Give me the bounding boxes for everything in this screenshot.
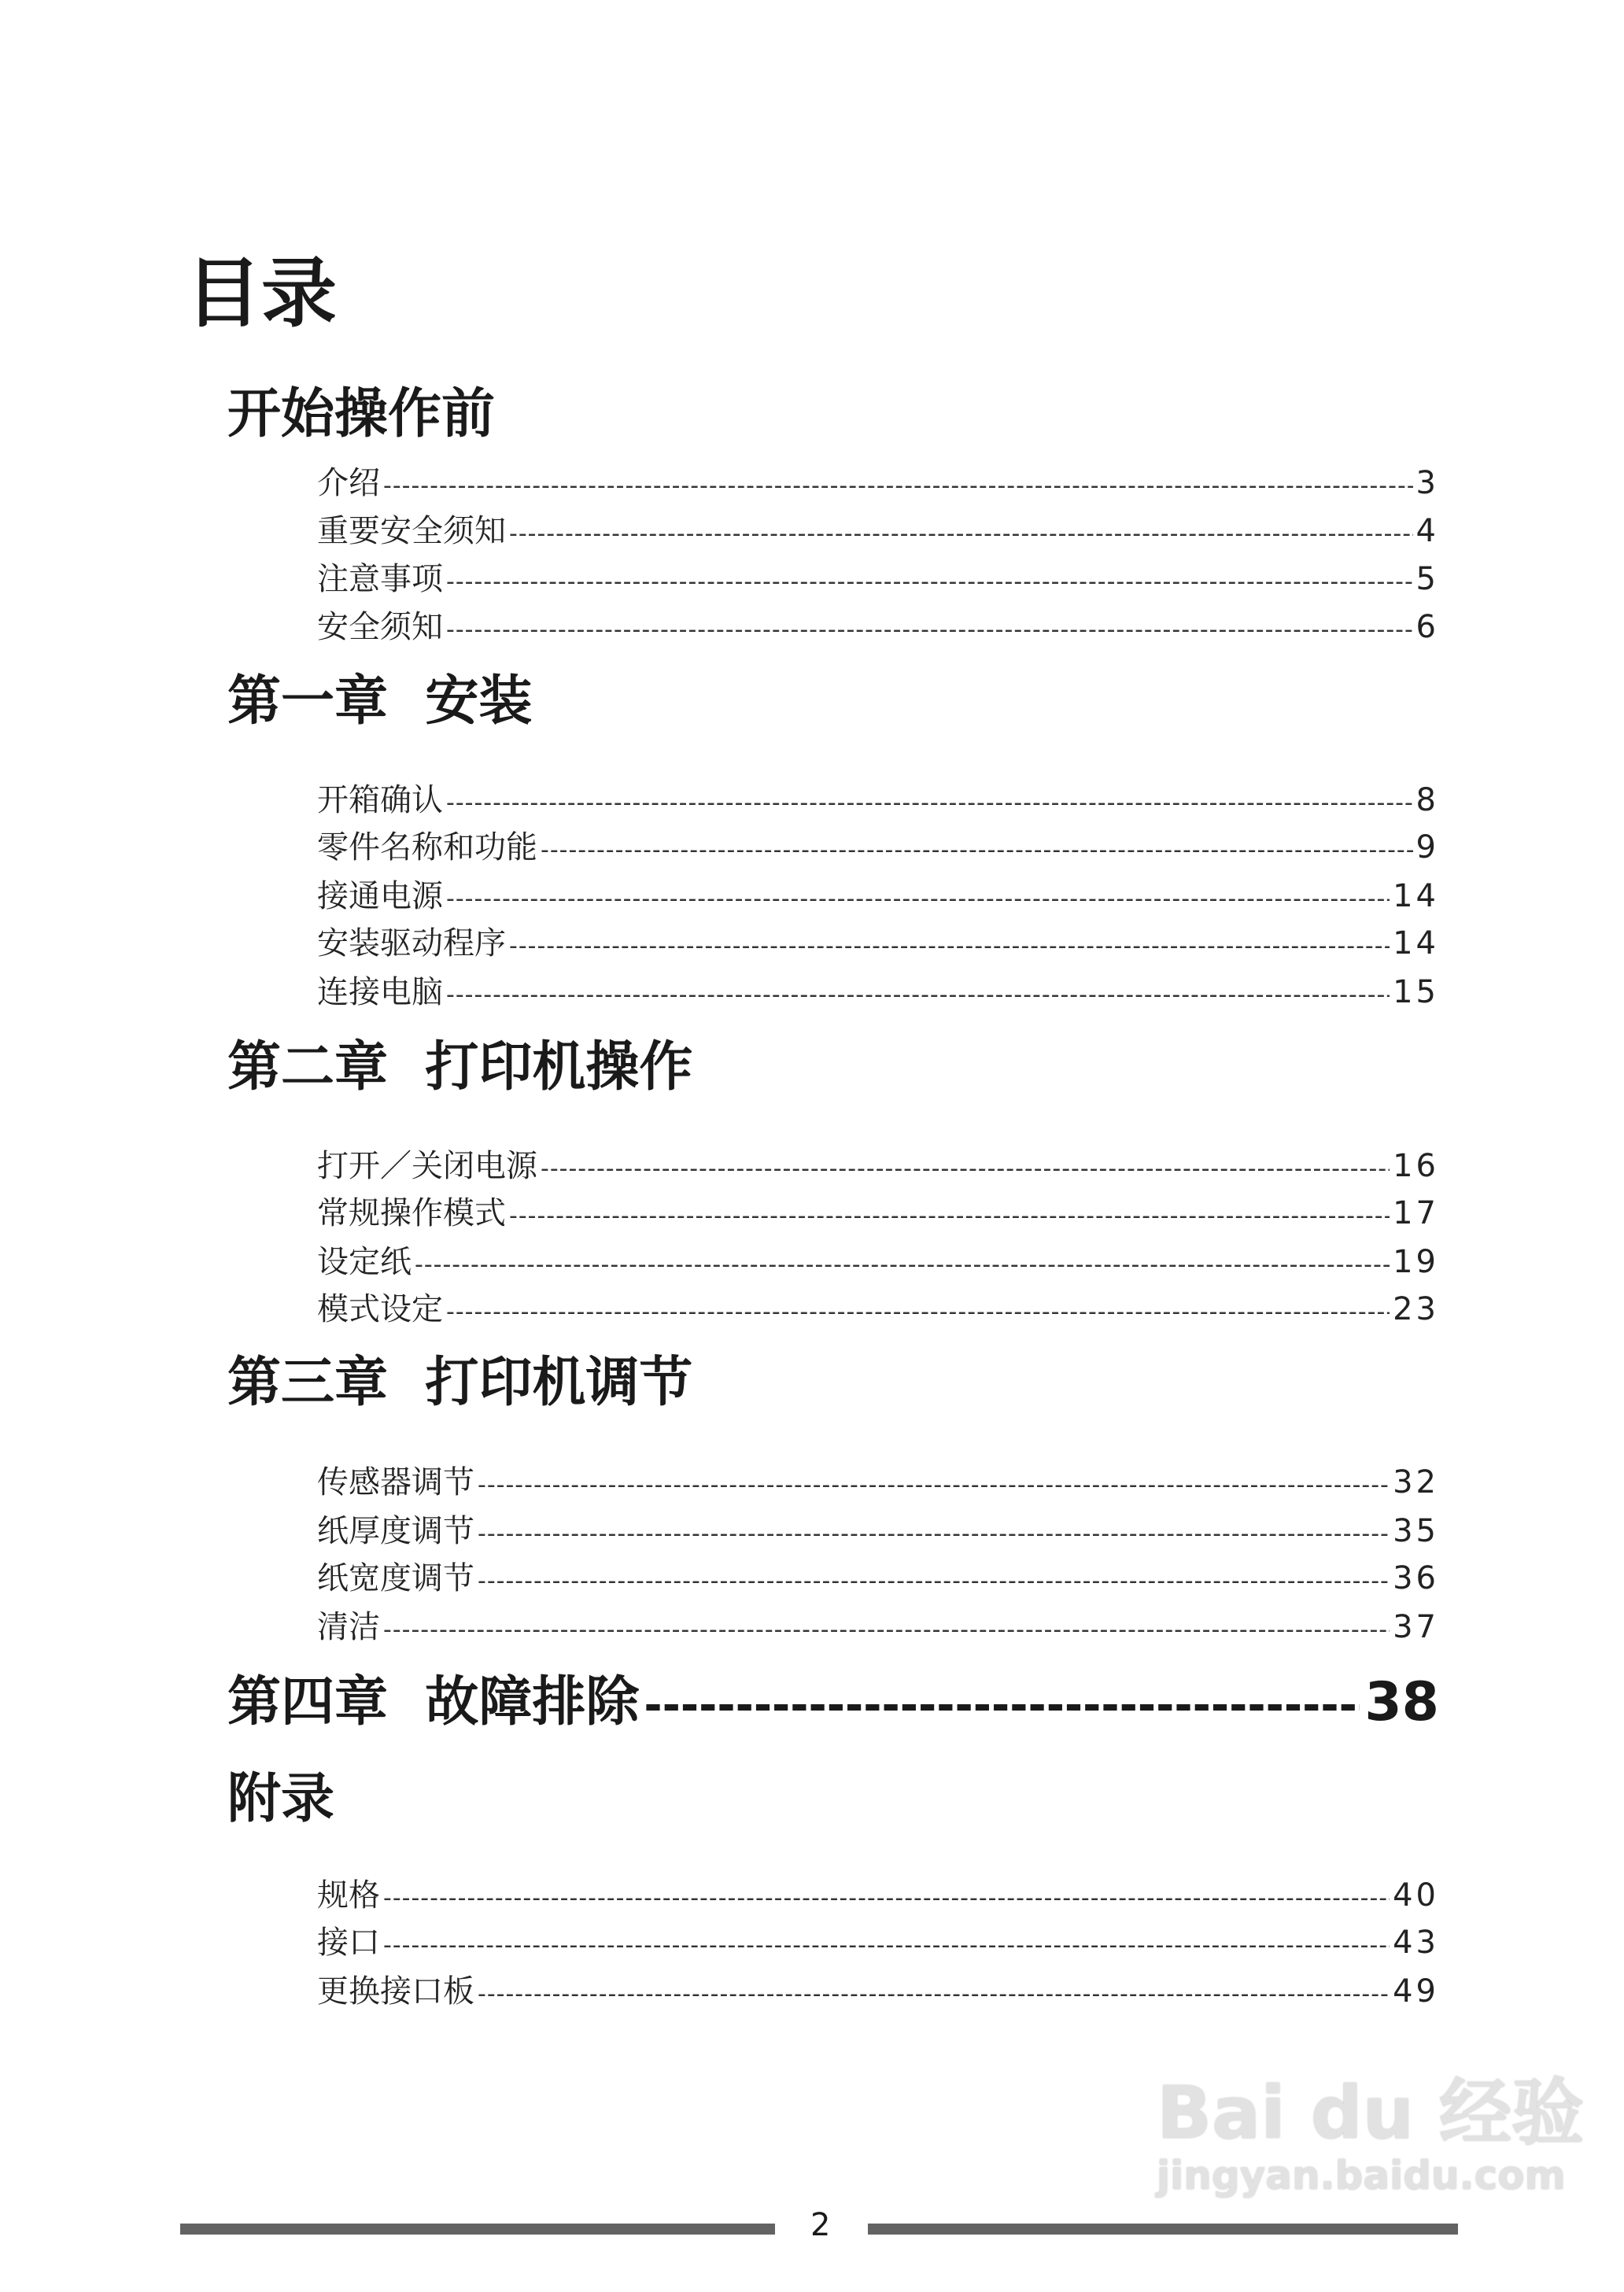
dot-leader — [383, 474, 1413, 498]
toc-entry[interactable] — [317, 611, 1439, 643]
dot-leader — [383, 1934, 1390, 1958]
dot-leader — [415, 1253, 1390, 1277]
section-heading-label: 开始操作前 — [227, 383, 496, 445]
toc-entry-label: 安装驱动程序 — [317, 925, 506, 961]
dot-leader — [383, 1618, 1390, 1642]
dot-leader — [446, 792, 1413, 815]
toc-entry[interactable] — [317, 880, 1439, 912]
toc-entry-page: 16 — [1393, 1148, 1439, 1184]
toc-entry-page: 14 — [1393, 878, 1439, 914]
toc-entry-page: 15 — [1393, 974, 1439, 1010]
toc-entry[interactable] — [317, 1195, 1439, 1231]
toc-entry-label: 更换接口板 — [317, 1973, 474, 2010]
toc-entry-label: 打开／关闭电源 — [317, 1148, 537, 1184]
toc-entry-label: 接口 — [317, 1925, 380, 1961]
toc-entry-page: 40 — [1393, 1877, 1439, 1914]
toc-entry[interactable] — [317, 1150, 1439, 1182]
dot-leader — [446, 984, 1390, 1007]
toc-entry-page: 35 — [1393, 1513, 1439, 1549]
toc-entry[interactable] — [317, 784, 1439, 816]
toc-entry-label: 接通电源 — [317, 878, 443, 914]
dot-leader — [446, 1301, 1390, 1324]
toc-entry-page: 5 — [1415, 561, 1439, 597]
footer-bar-right — [868, 2224, 1458, 2235]
dot-leader — [478, 1474, 1390, 1497]
toc-entry[interactable] — [317, 1464, 1439, 1500]
toc-entry-page: 3 — [1415, 465, 1439, 501]
section-heading[interactable] — [227, 1352, 693, 1414]
toc-entry-page: 32 — [1393, 1464, 1439, 1500]
section-heading-label: 第四章 故障排除 — [227, 1671, 640, 1733]
dot-leader — [644, 1684, 1360, 1728]
dot-leader — [509, 522, 1413, 546]
toc-entry[interactable] — [317, 1925, 1439, 1961]
toc-entry[interactable] — [317, 1515, 1439, 1547]
toc-entry[interactable] — [317, 1973, 1439, 2010]
section-heading[interactable] — [227, 1671, 1439, 1733]
dot-leader — [478, 1983, 1390, 2006]
toc-entry-label: 设定纸 — [317, 1244, 412, 1280]
toc-entry-label: 重要安全须知 — [317, 513, 506, 549]
section-heading-label: 第二章 打印机操作 — [227, 1036, 693, 1098]
dot-leader — [446, 888, 1390, 911]
toc-entry-page: 6 — [1415, 609, 1439, 645]
toc-entry[interactable] — [317, 1877, 1439, 1914]
toc-entry[interactable] — [317, 563, 1439, 595]
watermark-url: jingyan.baidu.com — [1157, 2153, 1566, 2198]
toc-entry-page: 8 — [1415, 782, 1439, 818]
toc-entry[interactable] — [317, 1611, 1439, 1643]
toc-entry[interactable] — [317, 1291, 1439, 1327]
toc-entry-label: 开箱确认 — [317, 782, 443, 818]
toc-entry[interactable] — [317, 515, 1439, 547]
section-heading[interactable] — [227, 383, 496, 445]
toc-entry-label: 常规操作模式 — [317, 1195, 506, 1231]
toc-entry-page: 43 — [1393, 1925, 1439, 1961]
toc-entry-label: 介绍 — [317, 465, 380, 501]
toc-entry[interactable] — [317, 976, 1439, 1008]
toc-entry-label: 规格 — [317, 1877, 380, 1914]
dot-leader — [509, 935, 1390, 958]
page-number: 2 — [810, 2207, 831, 2243]
toc-entry-label: 模式设定 — [317, 1291, 443, 1327]
toc-entry[interactable] — [317, 829, 1439, 865]
toc-entry-label: 纸厚度调节 — [317, 1513, 474, 1549]
section-heading-label: 第三章 打印机调节 — [227, 1352, 693, 1414]
dot-leader — [446, 618, 1413, 642]
toc-entry-label: 连接电脑 — [317, 974, 443, 1010]
section-heading-label: 第一章 安装 — [227, 670, 533, 733]
toc-entry-label: 传感器调节 — [317, 1464, 474, 1500]
toc-entry-page: 36 — [1393, 1560, 1439, 1596]
toc-entry[interactable] — [317, 1560, 1439, 1596]
dot-leader — [478, 1570, 1390, 1593]
toc-entry-page: 4 — [1415, 513, 1439, 549]
baidu-watermark — [1157, 2071, 1585, 2198]
toc-entry-page: 37 — [1393, 1609, 1439, 1645]
toc-entry-page: 19 — [1393, 1244, 1439, 1280]
toc-entry-page: 49 — [1393, 1973, 1439, 2010]
watermark-logo: Bai du 经验 — [1157, 2071, 1585, 2155]
section-heading-label: 附录 — [227, 1768, 335, 1830]
toc-entry-label: 注意事项 — [317, 561, 443, 597]
section-heading[interactable] — [227, 670, 533, 733]
page-title: 目录 — [186, 249, 337, 338]
toc-entry-page: 23 — [1393, 1291, 1439, 1327]
dot-leader — [383, 1887, 1390, 1910]
section-heading[interactable] — [227, 1768, 335, 1830]
dot-leader — [446, 570, 1413, 594]
toc-entry-page: 9 — [1415, 829, 1439, 865]
toc-entry-label: 纸宽度调节 — [317, 1560, 474, 1596]
section-page-number: 38 — [1364, 1671, 1439, 1733]
toc-entry-label: 安全须知 — [317, 609, 443, 645]
toc-entry[interactable] — [317, 1246, 1439, 1278]
toc-entry-page: 17 — [1393, 1195, 1439, 1231]
dot-leader — [478, 1522, 1390, 1546]
toc-entry[interactable] — [317, 925, 1439, 961]
toc-entry-page: 14 — [1393, 925, 1439, 961]
toc-entry[interactable] — [317, 467, 1439, 499]
footer-bar-left — [180, 2224, 775, 2235]
dot-leader — [541, 839, 1413, 862]
toc-entry-label: 清洁 — [317, 1609, 380, 1645]
dot-leader — [509, 1205, 1390, 1228]
dot-leader — [541, 1157, 1390, 1181]
toc-entry-label: 零件名称和功能 — [317, 829, 537, 865]
section-heading[interactable] — [227, 1036, 693, 1098]
